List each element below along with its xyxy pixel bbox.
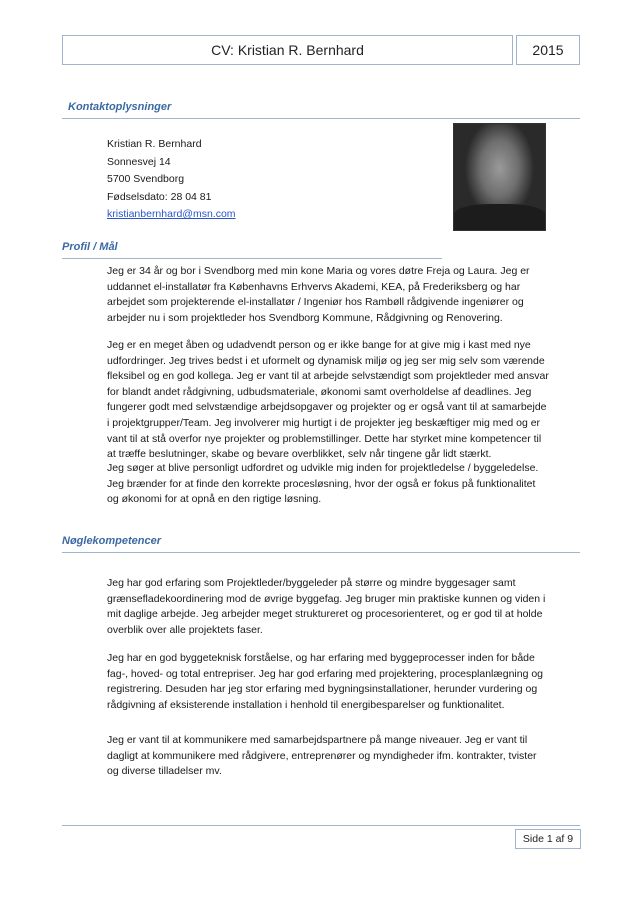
section-rule-profile [62, 258, 442, 259]
contact-block [107, 136, 236, 224]
document-year [516, 35, 580, 65]
contact-street: Sonnesvej 14 [107, 155, 171, 168]
profile-paragraph-1: Jeg er 34 år og bor i Svendborg med min kone Maria og vores døtre Freja og Laura. Jeg er uddannet el-installatør fra Københavns Erhvervs Akademi, KEA, på Frederiksberg og har arbejdet som projekterende el-installatør / Ingeniør hos Rambøll rådgivende ingeniører og arbejder nu i som projektleder hos Svendborg Kommune, Rådgivning og Renovering. [107, 265, 530, 324]
photo-shoulders [454, 204, 545, 230]
profile-photo [453, 123, 546, 231]
profile-paragraph-3: Jeg søger at blive personligt udfordret og udvikle mig inden for projektledelse / byggeledelse. Jeg brænder for at finde den korrekte procesløsning, hvor der også er fokus på funktionalitet og økonomi for at opnå en den rigtige løsning. [107, 462, 539, 506]
contact-city: 5700 Svendborg [107, 173, 185, 185]
section-rule-contact [62, 118, 580, 119]
profile-paragraph-2: Jeg er en meget åben og udadvendt person og er ikke bange for at give mig i kast med nye udfordringer. Jeg trives bedst i et uformelt og dynamisk miljø og jeg ser mig selv som værende fleksibel og en god kollega. Jeg er vant til at arbejde selvstændigt som projektleder med ansvar for blandt andet rådgivning, udbudsmateriale, økonomi samt overholdelse af deadlines. Jeg fungerer godt med selvstændige arbejdsopgaver og projekter og er også vant til at samarbejde i projektgrupper/Team. Jeg involverer mig hurtigt i de projekter jeg beskæftiger mig med og er vant til at stå overfor nye projekter og problemstillinger. Dette har styrket mine kompetencer til at træffe beslutninger, skabe og bevare overblikket, selv når tingene går lidt stærkt. [107, 339, 549, 461]
section-title-competences: Nøglekompetencer [62, 535, 162, 547]
contact-birthdate: Fødselsdato: 28 04 81 [107, 190, 212, 203]
competence-paragraph-2: Jeg har en god byggeteknisk forståelse, og har erfaring med byggeprocesser inden for både fag-, hoved- og total entrepriser. Jeg har god erfaring med projektering, procesplanlægning og registrering. Desuden har jeg stor erfaring med bygningsinstallationer, herunder vurdering og rådgivning af eksisterende installation i henhold til energibesparelser og funktionalitet. [107, 652, 544, 711]
page-number-text: Side 1 af 9 [522, 833, 574, 845]
section-title-profile: Profil / Mål [62, 241, 118, 253]
document-title-text: CV: Kristian R. Bernhard [211, 42, 364, 58]
footer-rule [62, 825, 580, 826]
page-number [515, 829, 581, 849]
competence-paragraph-1: Jeg har god erfaring som Projektleder/byggeleder på større og mindre byggesager samt grænsefladekoordinering mod de øvrige byggefag. Jeg bruger min praktiske kunnen og viden i mit daglige arbejde. Jeg arbejder meget struktureret og procesorienteret, og er god til at holde overblik over alle projektets faser. [107, 577, 546, 636]
document-year-text: 2015 [532, 42, 564, 58]
section-rule-competences [62, 552, 580, 553]
contact-name: Kristian R. Bernhard [107, 138, 202, 150]
document-title [62, 35, 513, 65]
contact-email-link[interactable]: kristianbernhard@msn.com [107, 208, 236, 220]
section-title-contact: Kontaktoplysninger [68, 101, 172, 113]
competence-paragraph-3: Jeg er vant til at kommunikere med samarbejdspartnere på mange niveauer. Jeg er vant til dagligt at kommunikere med rådgivere, entreprenører og myndigheder ifm. kontrakter, tvister og diverse tilladelser mv. [107, 734, 537, 778]
